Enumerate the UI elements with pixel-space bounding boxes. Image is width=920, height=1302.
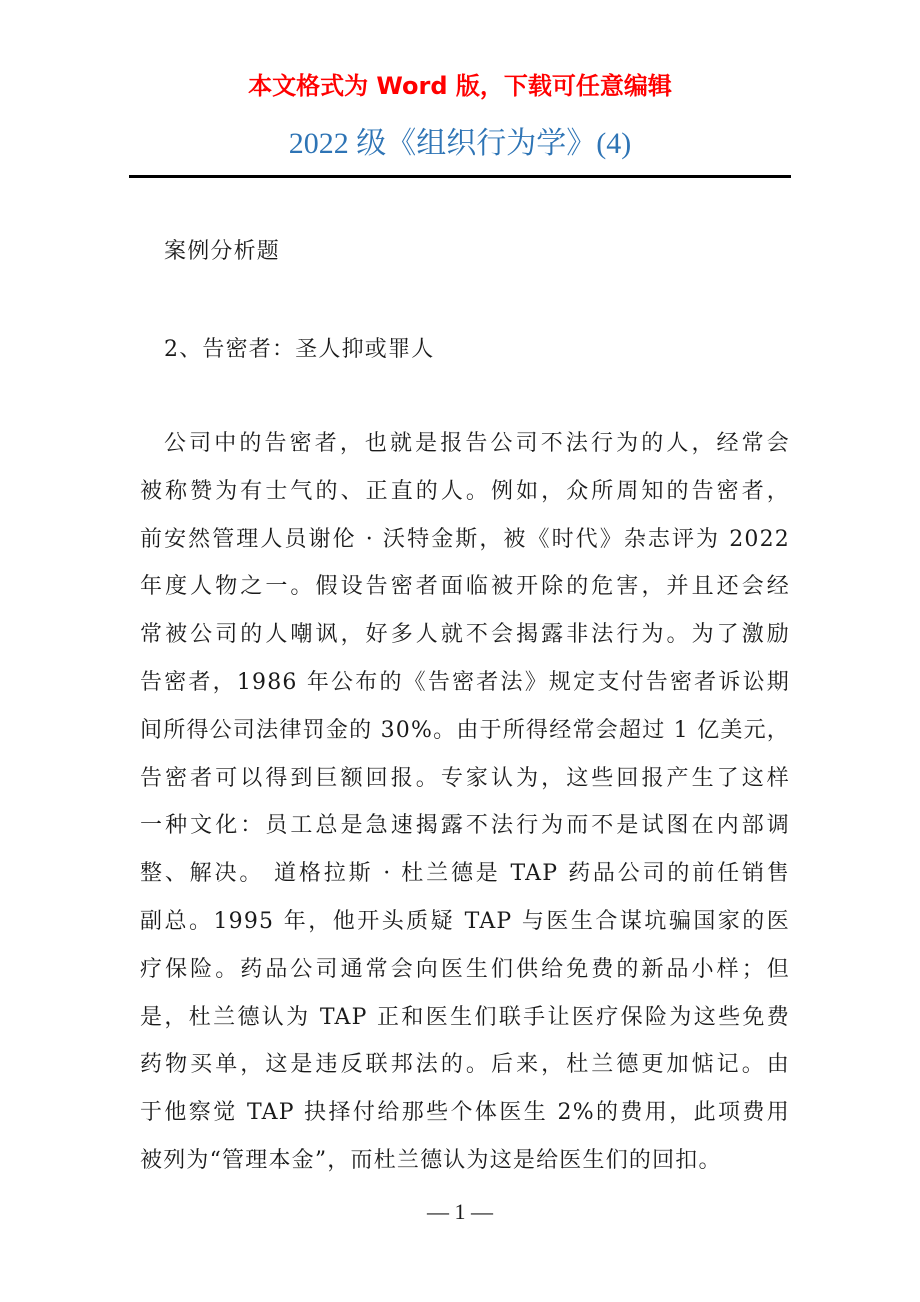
- body-line: 被列为“管理本金”，而杜兰德认为这是给医生们的回扣。: [140, 1147, 722, 1173]
- body-line: 整、解决。 道格拉斯 · 杜兰德是 TAP 药品公司的前任销售: [140, 861, 790, 887]
- body-line: 是，杜兰德认为 TAP 正和医生们联手让医疗保险为这些免费: [140, 1004, 790, 1030]
- section-label: 案例分析题: [164, 239, 281, 264]
- header-rule: [129, 175, 791, 178]
- question-title: 2、告密者：圣人抑或罪人: [164, 337, 435, 362]
- body-line: 年度人物之一。假设告密者面临被开除的危害，并且还会经: [140, 574, 790, 600]
- body-line: 前安然管理人员谢伦 · 沃特金斯，被《时代》杂志评为 2022: [140, 526, 790, 552]
- body-line: 告密者，1986 年公布的《告密者法》规定支付告密者诉讼期: [140, 669, 790, 695]
- body-line: 公司中的告密者，也就是报告公司不法行为的人，经常会: [164, 431, 790, 456]
- page-number: — 1 —: [427, 1199, 493, 1224]
- body-line: 于他察觉 TAP 抉择付给那些个体医生 2%的费用，此项费用: [140, 1100, 790, 1126]
- body-line: 被称赞为有士气的、正直的人。例如，众所周知的告密者，: [140, 478, 790, 504]
- body-line: 常被公司的人嘲讽，好多人就不会揭露非法行为。为了激励: [140, 622, 790, 648]
- body-line: 药物买单，这是违反联邦法的。后来，杜兰德更加惦记。由: [140, 1052, 790, 1078]
- body-line: 间所得公司法律罚金的 30%。由于所得经常会超过 1 亿美元，: [140, 717, 790, 743]
- body-line: 副总。1995 年，他开头质疑 TAP 与医生合谋坑骗国家的医: [140, 908, 790, 934]
- body-paragraph: [140, 420, 790, 1185]
- body-line: 疗保险。药品公司通常会向医生们供给免费的新品小样；但: [140, 956, 790, 982]
- body-line: 告密者可以得到巨额回报。专家认为，这些回报产生了这样: [140, 765, 790, 791]
- body-line: 一种文化：员工总是急速揭露不法行为而不是试图在内部调: [140, 813, 790, 839]
- document-title: 2022 级《组织行为学》(4): [288, 127, 632, 160]
- download-banner: 本文格式为 Word 版，下载可任意编辑: [248, 72, 672, 100]
